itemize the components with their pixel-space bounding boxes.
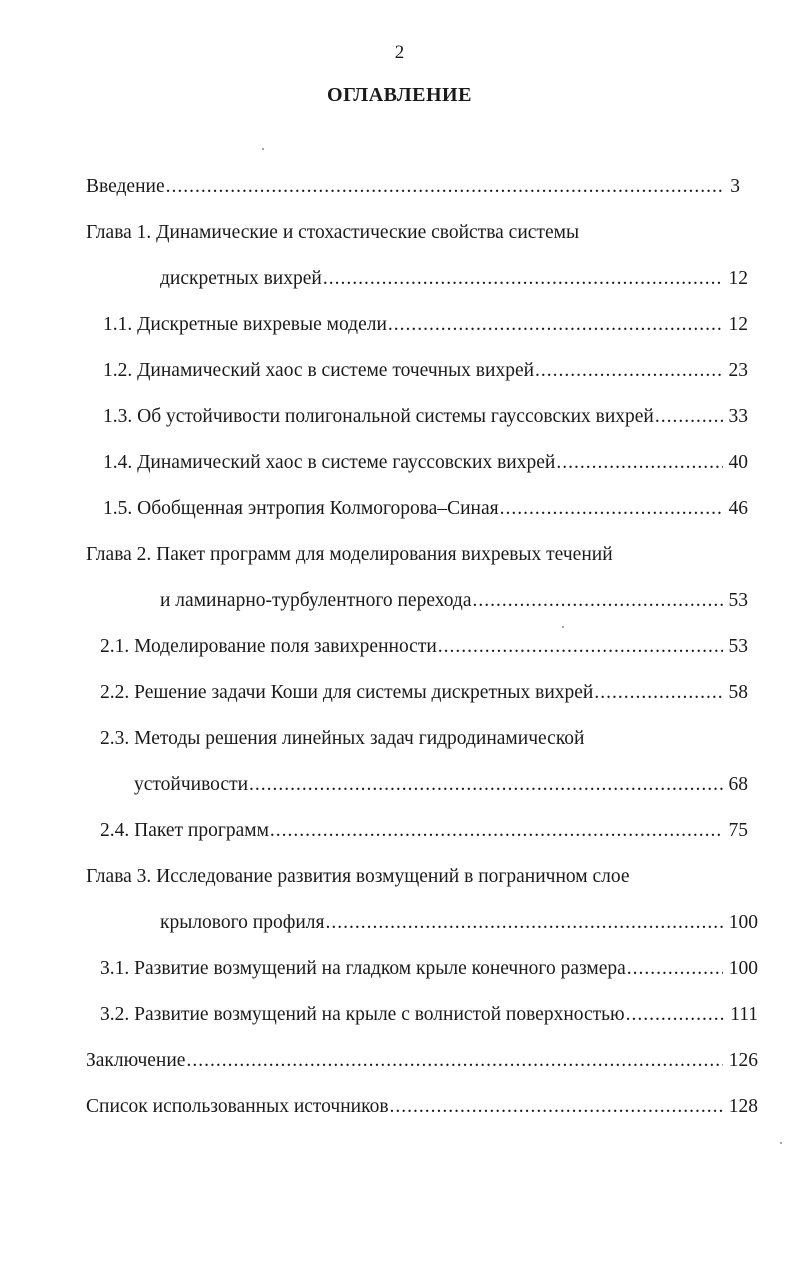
toc-leader-dots [270,820,723,842]
toc-entry-text: дискретных вихрей [160,268,322,289]
toc-entry-page: 53 [728,636,748,657]
scan-speck [262,148,264,150]
toc-entry [160,268,748,298]
toc-entry-text: Глава 2. Пакет программ для моделирования вихревых течений [86,544,613,565]
toc-leader-dots [556,452,722,474]
toc-leader-dots [325,912,722,934]
toc-entry-text: и ламинарно-турбулентного перехода [160,590,472,611]
toc-leader-dots [594,682,722,704]
toc-leader-dots [655,406,723,428]
toc-entry-text: 1.5. Обобщенная энтропия Колмогорова–Синая [103,498,499,519]
toc-entry [100,728,584,758]
toc-leader-dots [627,958,723,980]
toc-entry [160,590,748,620]
toc-entry-page: 128 [728,1096,758,1117]
toc-entry-page: 33 [728,406,748,427]
toc-entry-page: 12 [728,268,748,289]
toc-entry [103,360,748,390]
toc-entry-text: Глава 3. Исследование развития возмущений в пограничном слое [86,866,630,887]
toc-entry [103,406,748,436]
toc-entry [86,1050,758,1080]
toc-entry-text: 1.1. Дискретные вихревые модели [103,314,387,335]
toc-entry [86,866,630,896]
toc-entry-text: 1.2. Динамический хаос в системе точечных вихрей [103,360,535,381]
toc-entry [100,1004,758,1034]
toc-entry [86,176,740,206]
toc-entry-text: 2.3. Методы решения линейных задач гидродинамической [100,728,585,749]
toc-leader-dots [626,1004,725,1026]
toc-entry-text: крылового профиля [160,912,325,933]
toc-entry-page: 3 [730,176,740,197]
toc-entry [86,1096,758,1126]
toc-entry-page: 40 [728,452,748,473]
toc-entry-page: 111 [730,1004,758,1025]
toc-entry-text: 2.1. Моделирование поля завихренности [100,636,437,657]
toc-entry [103,452,748,482]
toc-title: ОГЛАВЛЕНИЕ [327,84,472,106]
toc-entry-text: 2.4. Пакет программ [100,820,269,841]
toc-entry-page: 75 [728,820,748,841]
toc-entry-text: 1.4. Динамический хаос в системе гауссовских вихрей [103,452,556,473]
toc-entry [100,958,758,988]
toc-leader-dots [390,1096,723,1118]
toc-entry-text: Список использованных источников [86,1096,389,1117]
toc-entry [100,682,748,712]
toc-leader-dots [473,590,723,612]
toc-entry-text: Глава 1. Динамические и стохастические свойства системы [86,222,580,243]
toc-entry [86,222,579,252]
toc-entry [103,498,748,528]
toc-entry-page: 12 [728,314,748,335]
toc-entry [100,636,748,666]
toc-entry-page: 46 [728,498,748,519]
toc-leader-dots [186,1050,722,1072]
toc-entry-page: 100 [728,912,758,933]
toc-entry [86,544,613,574]
toc-entry-page: 23 [728,360,748,381]
toc-entry-text: Заключение [86,1050,186,1071]
toc-leader-dots [438,636,723,658]
toc-entry [160,912,758,942]
toc-entry-page: 68 [728,774,748,795]
toc-entry-page: 100 [728,958,758,979]
page-number: 2 [394,42,405,63]
toc-entry-text: 3.1. Развитие возмущений на гладком крыле конечного размера [100,958,626,979]
toc-leader-dots [500,498,723,520]
scan-speck [562,626,564,628]
toc-entry-text: 3.2. Развитие возмущений на крыле с волнистой поверхностью [100,1004,625,1025]
scan-speck [780,1142,782,1144]
toc-entry [100,820,748,850]
toc-leader-dots [249,774,722,796]
toc-entry [134,774,748,804]
toc-entry-text: Введение [86,176,165,197]
toc-entry-text: 2.2. Решение задачи Коши для системы дискретных вихрей [100,682,594,703]
toc-entry-text: 1.3. Об устойчивости полигональной системы гауссовских вихрей [103,406,654,427]
toc-leader-dots [166,176,725,198]
toc-entry-page: 126 [728,1050,758,1071]
toc-entry [103,314,748,344]
toc-leader-dots [388,314,723,336]
toc-leader-dots [323,268,723,290]
toc-entry-text: устойчивости [134,774,249,795]
toc-entry-page: 58 [728,682,748,703]
toc-entry-page: 53 [728,590,748,611]
toc-leader-dots [535,360,722,382]
